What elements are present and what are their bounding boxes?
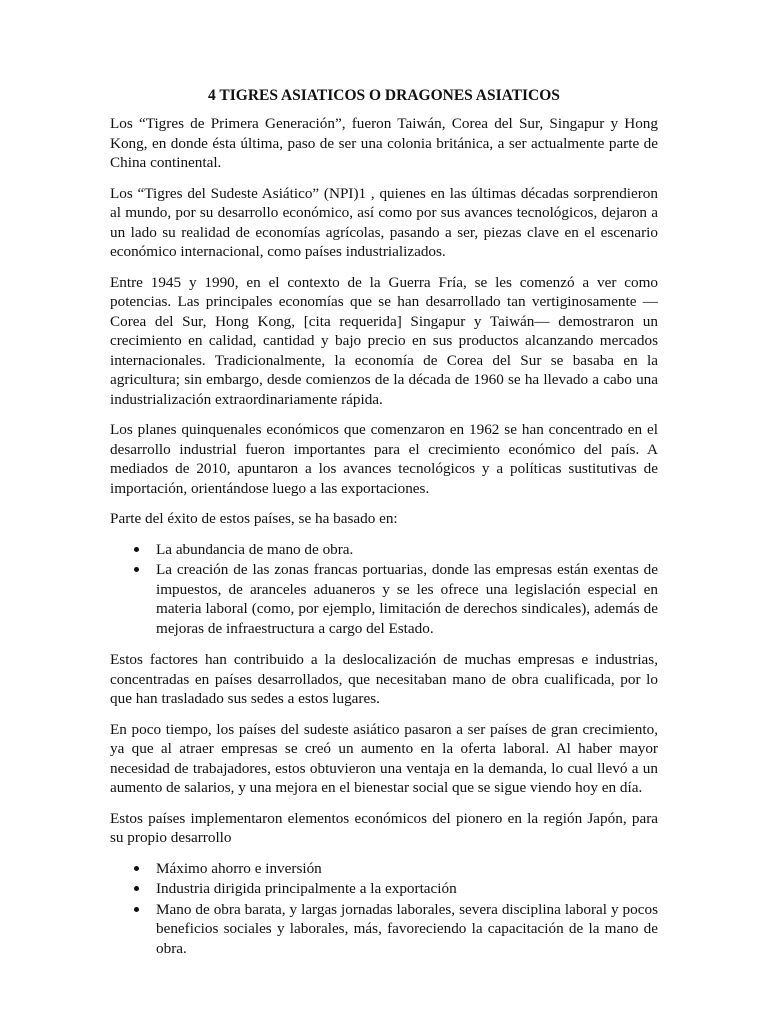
paragraph-japan-model: Estos países implementaron elementos económicos del pionero en la región Japón, para su propio desarrollo [110, 809, 658, 846]
list-item: Máximo ahorro e inversión [156, 859, 658, 879]
paragraph-southeast-asian-tigers: Los “Tigres del Sudeste Asiático” (NPI)1 , quienes en las últimas décadas sorprendieron al mundo, por su desarrollo económico, así como por sus avances tecnológicos, dejaron a un lado su realidad de economías agrícolas, pasando a ser, piezas clave en el escenario económico internacional, como países industrializados. [110, 184, 658, 260]
paragraph-success-intro: Parte del éxito de estos países, se ha basado en: [110, 510, 398, 527]
list-item: Mano de obra barata, y largas jornadas laborales, severa disciplina laboral y pocos beneficios sociales y laborales, más, favoreciendo la capacitación de la mano de obra. [156, 900, 658, 957]
success-factors-list [110, 540, 658, 639]
list-item: La creación de las zonas francas portuarias, donde las empresas están exentas de impuestos, de aranceles aduaneros y se les ofrece una legislación especial en materia laboral (como, por ejemplo, limitación de derechos sindicales), además de mejoras de infraestructura a cargo del Estado. [156, 561, 658, 637]
paragraph-delocalization: Estos factores han contribuido a la deslocalización de muchas empresas e industrias, concentradas en países desarrollados, que necesitaban mano de obra cualificada, por lo que han trasladado sus sedes a estos lugares. [110, 651, 658, 707]
list-item: La abundancia de mano de obra. [156, 540, 658, 560]
list-item: Industria dirigida principalmente a la exportación [156, 879, 658, 899]
paragraph-growth-effects: En poco tiempo, los países del sudeste asiático pasaron a ser países de gran crecimiento, ya que al atraer empresas se creó un aumento en la oferta laboral. Al haber mayor necesidad de trabajadores, estos obtuvieron una ventaja en la demanda, lo cual llevó a un aumento de salarios, y una mejora en el bienestar social que se sigue viendo hoy en día. [110, 720, 658, 796]
document-title: 4 TIGRES ASIATICOS O DRAGONES ASIATICOS [208, 87, 560, 104]
paragraph-five-year-plans: Los planes quinquenales económicos que comenzaron en 1962 se han concentrado en el desarrollo industrial fueron importantes para el crecimiento económico del país. A mediados de 2010, apuntaron a los avances tecnológicos y a políticas sustitutivas de importación, orientándose luego a las exportaciones. [110, 421, 658, 497]
japan-elements-list [110, 859, 658, 959]
paragraph-first-generation-tigers: Los “Tigres de Primera Generación”, fueron Taiwán, Corea del Sur, Singapur y Hong Kong, en donde ésta última, paso de ser una colonia británica, a ser actualmente parte de China continental. [110, 115, 658, 171]
paragraph-cold-war-context: Entre 1945 y 1990, en el contexto de la Guerra Fría, se les comenzó a ver como potencias. Las principales economías que se han desarrollado tan vertiginosamente —Corea del Sur, Hong Kong, [cita requerida] Singapur y Taiwán— demostraron un crecimiento en calidad, cantidad y bajo precio en sus productos alcanzando mercados internacionales. Tradicionalmente, la economía de Corea del Sur se basaba en la agricultura; sin embargo, desde comienzos de la década de 1960 se ha llevado a cabo una industrialización extraordinariamente rápida. [110, 273, 658, 408]
